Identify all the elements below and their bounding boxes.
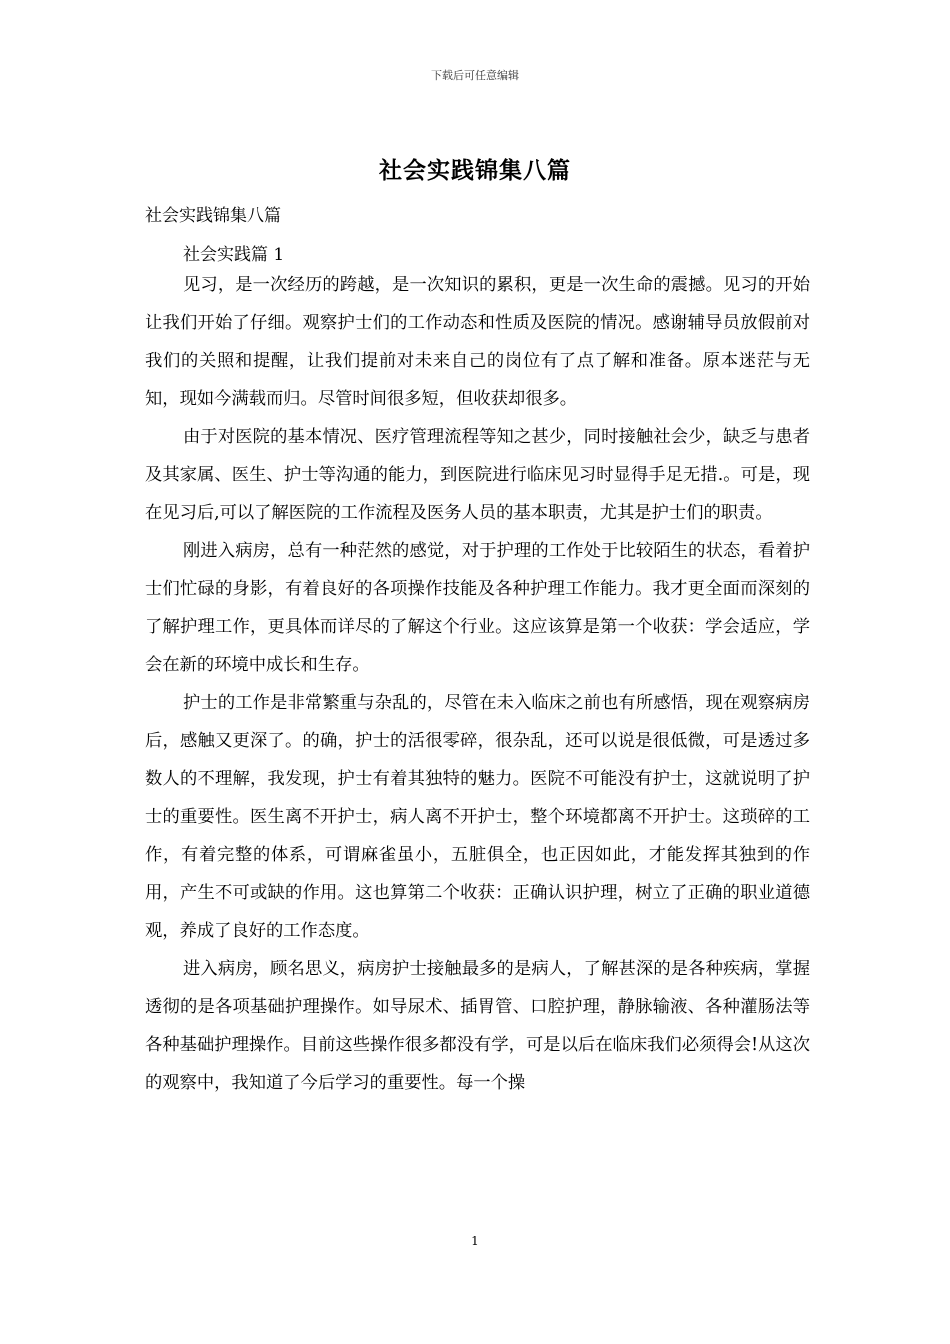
page-header-note: 下载后可任意编辑 — [431, 69, 519, 82]
paragraph-2: 由于对医院的基本情况、医疗管理流程等知之甚少，同时接触社会少，缺乏与患者及其家属、医生、护士等沟通的能力，到医院进行临床见习时显得手足无措.。可是，现在见习后,可以了解医院的工作流程及医务人员的基本职责，尤其是护士们的职责。 — [145, 427, 810, 523]
section-heading: 社会实践篇 1 — [183, 245, 285, 265]
paragraph-3: 刚进入病房，总有一种茫然的感觉，对于护理的工作处于比较陌生的状态，看着护士们忙碌的身影，有着良好的各项操作技能及各种护理工作能力。我才更全面而深刻的了解护理工作，更具体而详尽的了解这个行业。这应该算是第一个收获：学会适应，学会在新的环境中成长和生存。 — [145, 541, 810, 675]
paragraph-4: 护士的工作是非常繁重与杂乱的，尽管在未入临床之前也有所感悟，现在观察病房后，感触又更深了。的确，护士的活很零碎，很杂乱，还可以说是很低微，可是透过多数人的不理解，我发现，护士有着其独特的魅力。医院不可能没有护士，这就说明了护士的重要性。医生离不开护士，病人离不开护士，整个环境都离不开护士。这琐碎的工作，有着完整的体系，可谓麻雀虽小，五脏俱全，也正因如此，才能发挥其独到的作用，产生不可或缺的作用。这也算第二个收获：正确认识护理，树立了正确的职业道德观，养成了良好的工作态度。 — [145, 693, 810, 941]
document-title: 社会实践锦集八篇 — [379, 157, 571, 184]
paragraph-5: 进入病房，顾名思义，病房护士接触最多的是病人，了解甚深的是各种疾病，掌握透彻的是各项基础护理操作。如导尿术、插胃管、口腔护理，静脉输液、各种灌肠法等各种基础护理操作。目前这些操作很多都没有学，可是以后在临床我们必须得会!从这次的观察中，我知道了今后学习的重要性。每一个操 — [145, 959, 810, 1093]
document-body — [145, 266, 810, 1102]
document-subtitle: 社会实践锦集八篇 — [145, 206, 281, 226]
paragraph-1: 见习，是一次经历的跨越，是一次知识的累积，更是一次生命的震撼。见习的开始让我们开始了仔细。观察护士们的工作动态和性质及医院的情况。感谢辅导员放假前对我们的关照和提醒，让我们提前对未来自己的岗位有了点了解和准备。原本迷茫与无知，现如今满载而归。尽管时间很多短，但收获却很多。 — [145, 275, 810, 409]
page-number: 1 — [471, 1234, 479, 1248]
